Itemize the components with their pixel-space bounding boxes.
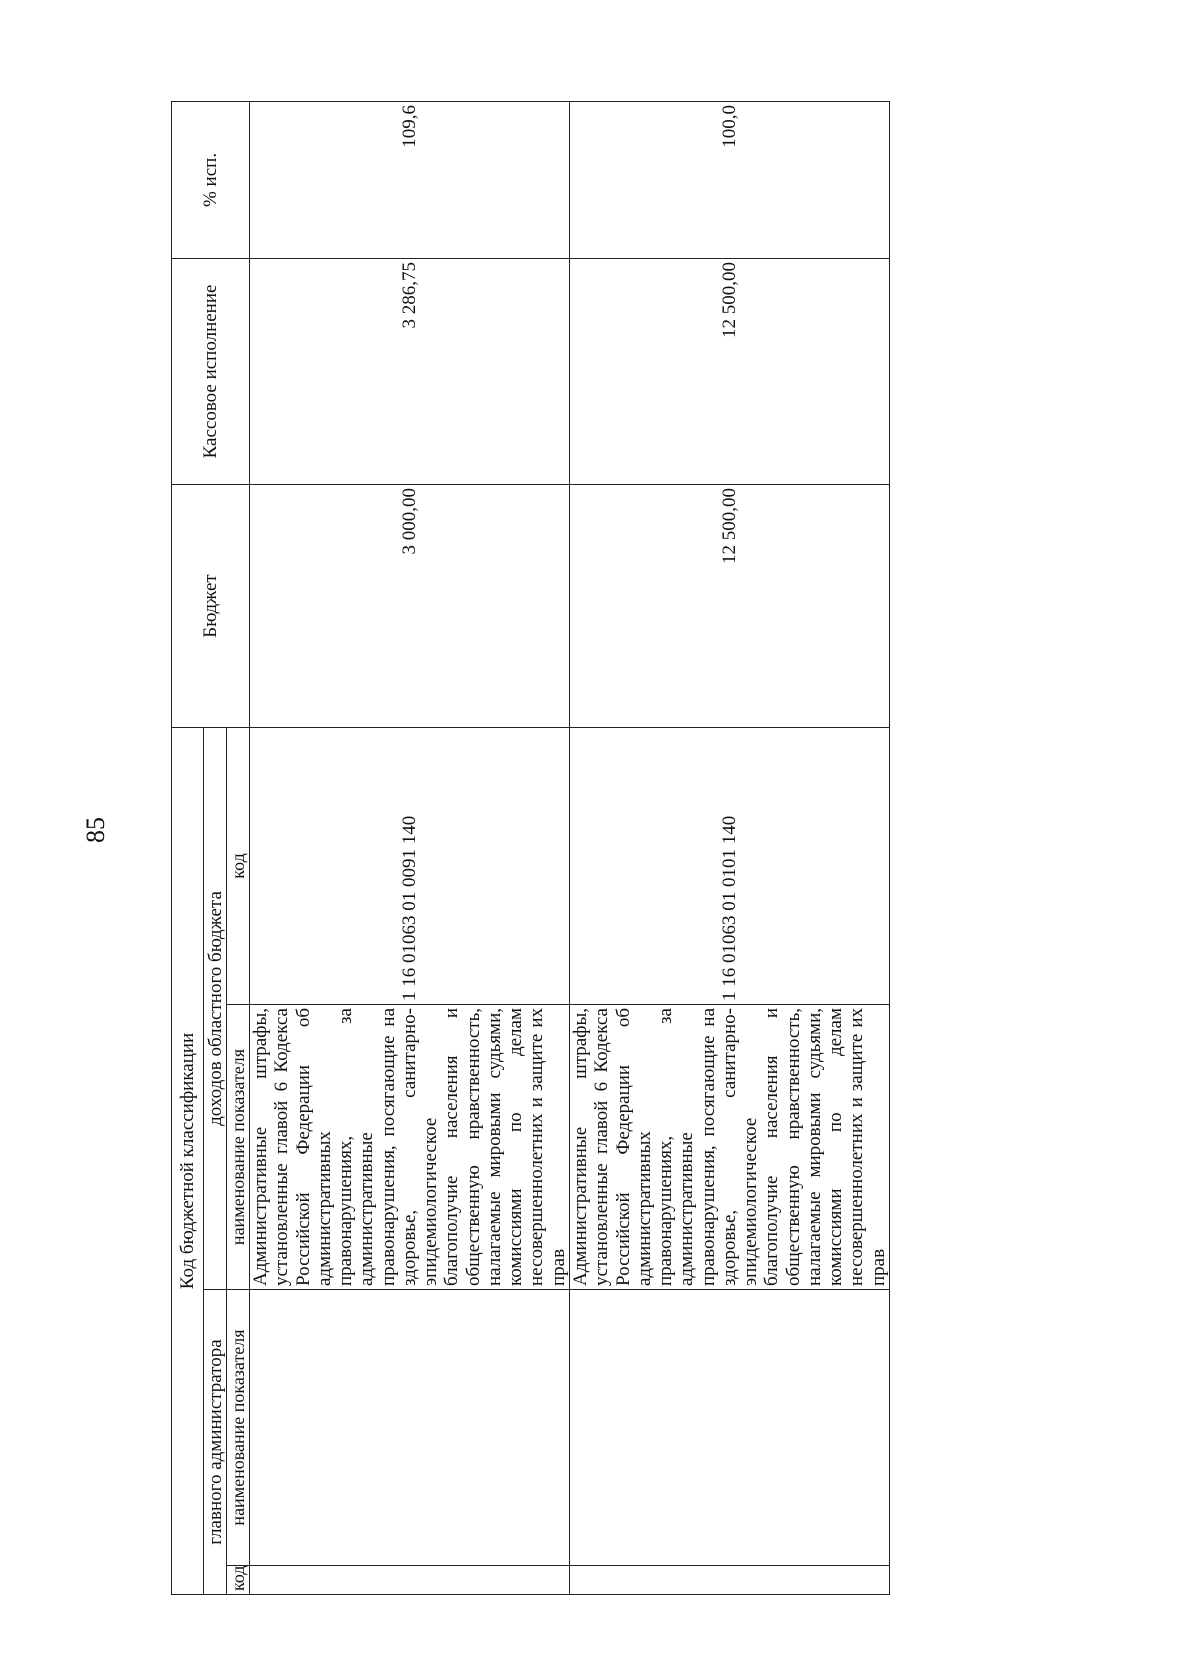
- classification-header: Код бюджетной классификации: [172, 727, 204, 1594]
- income-name-header: наименование показателя: [227, 1005, 250, 1290]
- budget-cell: 12 500,00: [569, 484, 889, 727]
- cash-execution-header: Кассовое исполнение: [172, 258, 250, 484]
- admin-code-cell: [569, 1566, 889, 1595]
- table-row: [569, 101, 889, 1594]
- percent-cell: 100,0: [569, 101, 889, 258]
- percent-cell: 109,6: [250, 101, 570, 258]
- budget-header: Бюджет: [172, 484, 250, 727]
- admin-name-cell: [250, 1290, 570, 1566]
- budget-cell: 3 000,00: [250, 484, 570, 727]
- income-code-cell: 1 16 01063 01 0101 140: [569, 727, 889, 1004]
- admin-group-header: главного администратора: [204, 1290, 227, 1595]
- rotated-report-table: [171, 102, 889, 1595]
- income-name-cell: Административные штрафы, установленные главой 6 Кодекса Российской Федерации об административных правонарушениях, за административные правонарушения, посягающие на здоровье, санитарно-эпидемиологическое благополучие населения и общественную нравственность, налагаемые мировыми судьями, комиссиями по делам несовершеннолетних и защите их прав: [569, 1005, 889, 1290]
- income-group-header: доходов областного бюджета: [204, 727, 227, 1289]
- cash-execution-cell: 3 286,75: [250, 258, 570, 484]
- percent-header: % исп.: [172, 101, 250, 258]
- budget-income-table: [171, 101, 890, 1595]
- table-row: [250, 101, 570, 1594]
- cash-execution-cell: 12 500,00: [569, 258, 889, 484]
- page-number: 85: [81, 817, 110, 843]
- admin-name-header: наименование показателя: [227, 1290, 250, 1566]
- income-name-cell: Административные штрафы, установленные главой 6 Кодекса Российской Федерации об административных правонарушениях, за административные правонарушения, посягающие на здоровье, санитарно-эпидемиологическое благополучие населения и общественную нравственность, налагаемые мировыми судьями, комиссиями по делам несовершеннолетних и защите их прав: [250, 1005, 570, 1290]
- income-code-header: код: [227, 727, 250, 1004]
- admin-code-header: код: [227, 1566, 250, 1595]
- income-code-cell: 1 16 01063 01 0091 140: [250, 727, 570, 1004]
- admin-code-cell: [250, 1566, 570, 1595]
- admin-name-cell: [569, 1290, 889, 1566]
